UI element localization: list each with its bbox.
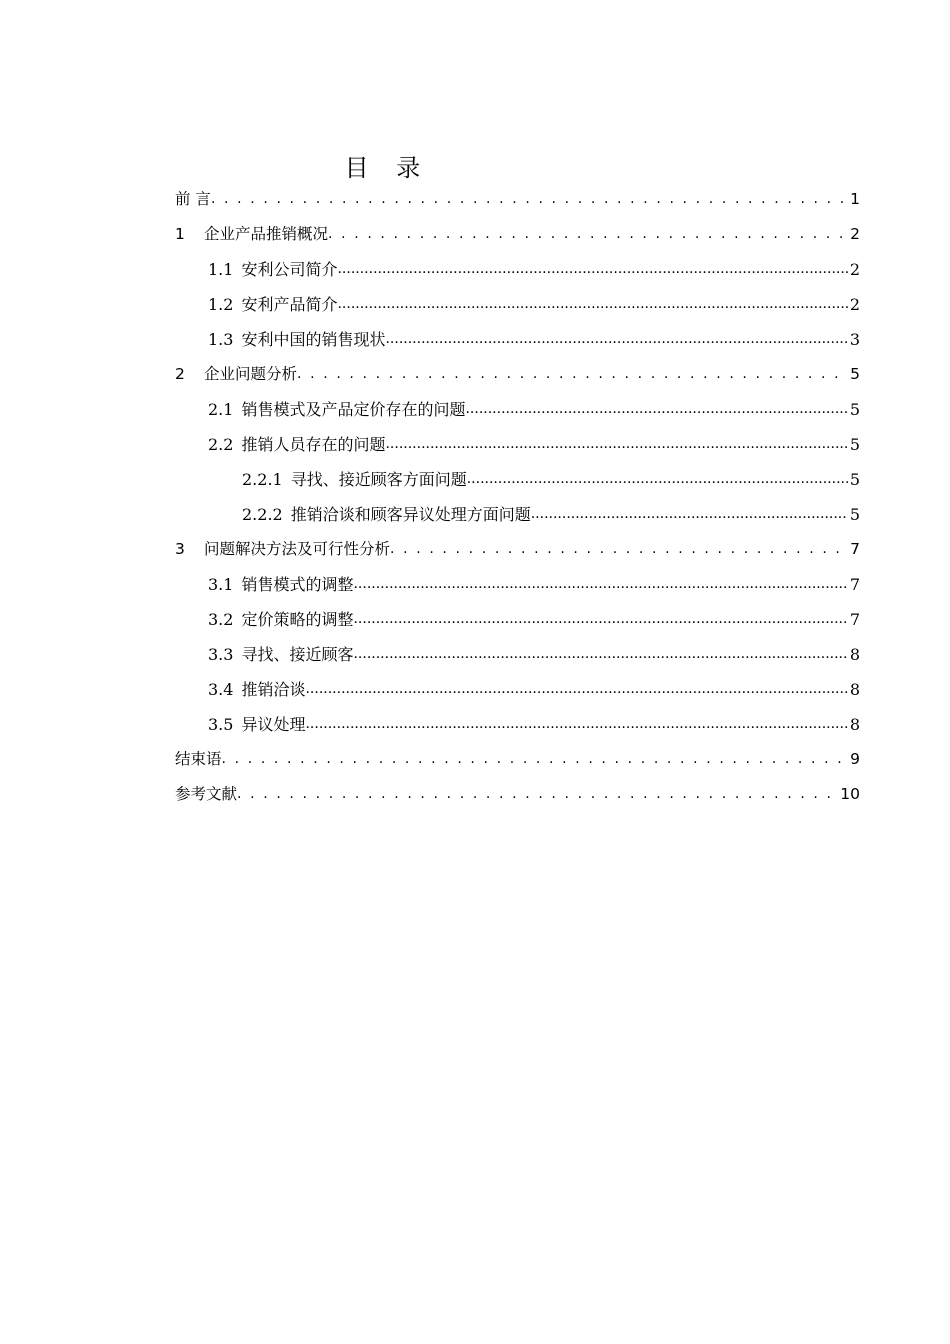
toc-entry-page: 2 — [850, 225, 860, 243]
toc-entry-title: 安利产品简介 — [241, 295, 338, 314]
toc-entry-page: 2 — [849, 295, 860, 314]
toc-entry-title: 问题解决方法及可行性分析 — [204, 540, 391, 558]
toc-dot-leader — [353, 602, 847, 637]
toc-entry[interactable] — [175, 532, 860, 567]
toc-dot-leader — [337, 252, 847, 287]
toc-entry-page: 5 — [849, 400, 860, 419]
toc-entry-number: 3.1 — [208, 575, 234, 594]
toc-entry-page: 9 — [850, 750, 860, 768]
toc-entry-page: 5 — [849, 435, 860, 454]
toc-entry[interactable] — [175, 672, 860, 707]
toc-entry[interactable] — [175, 742, 860, 777]
toc-entry-page: 7 — [850, 540, 860, 558]
toc-dot-leader — [531, 497, 848, 532]
toc-entry-title: 推销洽谈和顾客异议处理方面问题 — [290, 505, 531, 524]
toc-entry-page: 7 — [849, 575, 860, 594]
toc-entry[interactable] — [175, 357, 860, 392]
toc-dot-leader — [353, 637, 847, 672]
toc-dot-leader — [465, 392, 847, 427]
toc-dot-leader — [305, 672, 847, 707]
toc-entry-page: 5 — [850, 365, 860, 383]
toc-entry[interactable] — [175, 427, 860, 462]
toc-entry-title: 推销人员存在的问题 — [241, 435, 386, 454]
toc-title: 目 录 — [344, 154, 431, 182]
toc-entry-number: 3.5 — [208, 715, 234, 734]
toc-entry-number: 3.3 — [208, 645, 234, 664]
toc-dot-leader — [237, 777, 838, 812]
toc-entry-title: 推销洽谈 — [241, 680, 306, 699]
toc-entry[interactable] — [175, 602, 860, 637]
toc-dot-leader — [467, 462, 848, 497]
toc-entry-title: 销售模式的调整 — [241, 575, 354, 594]
toc-dot-leader — [305, 707, 847, 742]
toc-entry-title: 安利中国的销售现状 — [241, 330, 386, 349]
toc-entry-title: 企业产品推销概况 — [204, 225, 329, 243]
toc-entry-title: 前 言 — [175, 190, 211, 208]
toc-dot-leader — [211, 182, 848, 217]
toc-entry-page: 5 — [849, 505, 860, 524]
toc-entry-number: 1 — [175, 225, 185, 243]
toc-entry-number: 3 — [175, 540, 185, 558]
toc-entry-number: 2.2.2 — [242, 505, 283, 524]
toc-entry-page: 7 — [849, 610, 860, 629]
toc-entry-number: 2.2 — [208, 435, 234, 454]
toc-dot-leader — [222, 742, 849, 777]
toc-entry-number: 2 — [175, 365, 185, 383]
toc-entry-page: 5 — [849, 470, 860, 489]
toc-entry-number: 3.4 — [208, 680, 234, 699]
toc-dot-leader — [337, 287, 847, 322]
toc-entry-title: 销售模式及产品定价存在的问题 — [241, 400, 466, 419]
toc-entry-title: 参考文献 — [175, 785, 238, 803]
toc-entry[interactable] — [175, 497, 860, 532]
toc-entry-page: 1 — [850, 190, 860, 208]
toc-entry[interactable] — [175, 217, 860, 252]
toc-entry-page: 8 — [849, 715, 860, 734]
toc-entry-number: 2.1 — [208, 400, 234, 419]
toc-entry[interactable] — [175, 322, 860, 357]
toc-entry-number: 2.2.1 — [242, 470, 283, 489]
toc-entry-number: 1.1 — [208, 260, 234, 279]
toc-entry-page: 8 — [849, 680, 860, 699]
toc-entry[interactable] — [175, 182, 860, 217]
toc-entry[interactable] — [175, 777, 860, 812]
toc-entry[interactable] — [175, 392, 860, 427]
toc-entry[interactable] — [175, 567, 860, 602]
toc-dot-leader — [328, 217, 848, 252]
toc-entry[interactable] — [175, 637, 860, 672]
toc-entry-page: 8 — [849, 645, 860, 664]
toc-dot-leader — [385, 427, 847, 462]
toc-entry-title: 寻找、接近顾客 — [241, 645, 354, 664]
toc-entry[interactable] — [175, 287, 860, 322]
toc-entry-title: 企业问题分析 — [204, 365, 298, 383]
toc-dot-leader — [390, 532, 848, 567]
toc-entry-title: 定价策略的调整 — [241, 610, 354, 629]
toc-entry-title: 结束语 — [175, 750, 222, 768]
toc-entry[interactable] — [175, 252, 860, 287]
toc-entry-page: 3 — [849, 330, 860, 349]
toc-entry-number: 3.2 — [208, 610, 234, 629]
toc-entry-title: 寻找、接近顾客方面问题 — [290, 470, 467, 489]
toc-entry-number: 1.2 — [208, 295, 234, 314]
toc-entry-title: 安利公司简介 — [241, 260, 338, 279]
toc-entry-number: 1.3 — [208, 330, 234, 349]
toc-entry-page: 10 — [840, 785, 860, 803]
toc-dot-leader — [297, 357, 848, 392]
toc-entry[interactable] — [175, 707, 860, 742]
table-of-contents — [175, 182, 860, 812]
toc-entry-title: 异议处理 — [241, 715, 306, 734]
toc-entry[interactable] — [175, 462, 860, 497]
toc-entry-page: 2 — [849, 260, 860, 279]
toc-dot-leader — [385, 322, 847, 357]
toc-dot-leader — [353, 567, 847, 602]
